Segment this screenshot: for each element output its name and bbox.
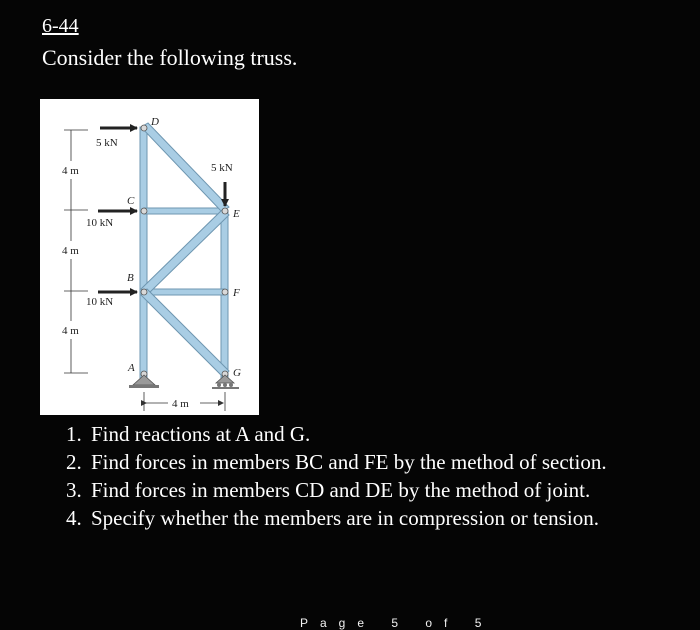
load-label-right: 5 kN (211, 162, 233, 174)
truss-figure (40, 99, 259, 415)
load-label-middle-left: 10 kN (86, 217, 114, 229)
joint-label-f: F (233, 287, 240, 299)
dimension-bottom: 4 m (62, 325, 79, 337)
member-ad (140, 127, 147, 379)
dimension-width: 4 m (172, 398, 189, 410)
joint-c (141, 208, 147, 214)
question-item (66, 504, 691, 532)
member-bf (144, 289, 224, 295)
pin-support-a (129, 375, 159, 388)
dimension-top: 4 m (62, 165, 79, 177)
joint-b (141, 289, 147, 295)
question-item (66, 448, 691, 476)
question-number: 2. (66, 450, 82, 474)
member-be (141, 209, 229, 295)
question-number: 3. (66, 478, 82, 502)
joint-label-d: D (151, 116, 159, 128)
load-label-top-left: 5 kN (96, 137, 118, 149)
member-ce (144, 208, 224, 214)
problem-number: 6-44 (42, 15, 79, 37)
joint-label-b: B (127, 272, 134, 284)
joint-f (222, 289, 228, 295)
question-item (66, 420, 691, 448)
page-footer: Page 5 of 5 (300, 616, 494, 630)
dimension-middle: 4 m (62, 245, 79, 257)
question-text: Find reactions at A and G. (91, 422, 311, 446)
joint-d (141, 125, 147, 131)
question-text: Find forces in members BC and FE by the method of section. (91, 450, 607, 474)
problem-intro: Consider the following truss. (42, 45, 298, 70)
joint-label-e: E (233, 208, 240, 220)
question-text: Find forces in members CD and DE by the method of joint. (91, 478, 591, 502)
member-bg (141, 289, 229, 377)
joint-label-c: C (127, 195, 135, 207)
joint-label-g: G (233, 367, 241, 379)
question-text: Specify whether the members are in compression or tension. (91, 506, 599, 530)
joint-label-a: A (128, 362, 135, 374)
question-number: 4. (66, 506, 82, 530)
joint-e (222, 208, 228, 214)
truss-diagram (40, 99, 259, 415)
load-label-lower-left: 10 kN (86, 296, 114, 308)
question-number: 1. (66, 422, 82, 446)
question-item (66, 476, 691, 504)
question-list (66, 420, 691, 532)
